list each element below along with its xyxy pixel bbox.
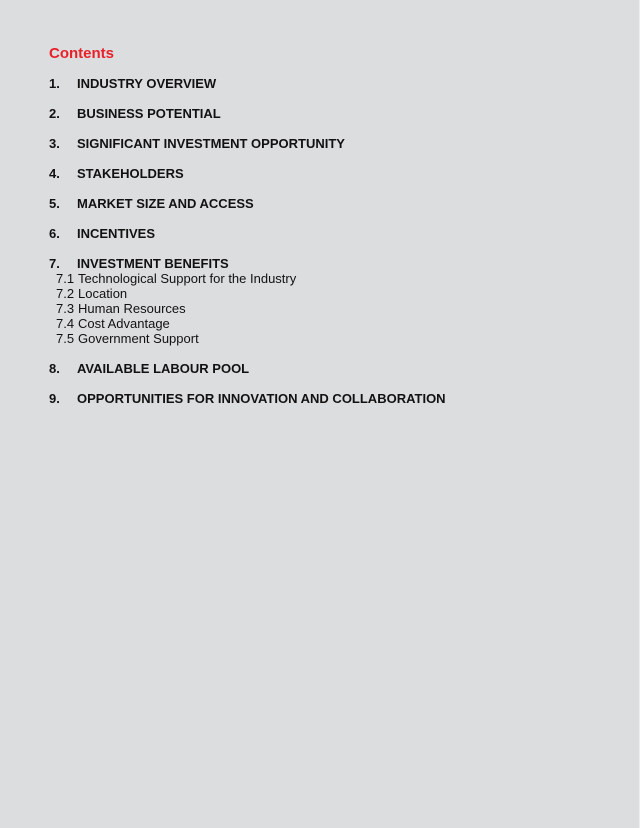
toc-subentry-7-1 (49, 271, 609, 286)
toc-subentry-7-2 (49, 286, 609, 301)
toc-entry-3 (49, 136, 609, 151)
toc-entry-number: 6. (49, 226, 60, 241)
toc-entry-number: 3. (49, 136, 60, 151)
toc-entry-title: STAKEHOLDERS (77, 166, 184, 181)
toc-entry-title: AVAILABLE LABOUR POOL (77, 361, 250, 376)
toc-entry-number: 2. (49, 106, 60, 121)
toc-entry-title: SIGNIFICANT INVESTMENT OPPORTUNITY (77, 136, 345, 151)
toc-subsection-list (49, 271, 609, 346)
toc-subentry-title: Human Resources (78, 301, 186, 316)
toc-subentry-7-5 (49, 331, 609, 346)
toc-entry-5 (49, 196, 609, 211)
toc-entry-1 (49, 76, 609, 91)
toc-entry-number: 1. (49, 76, 60, 91)
toc-subentry-title: Technological Support for the Industry (78, 271, 297, 286)
toc-entry-4 (49, 166, 609, 181)
toc-entry-8 (49, 361, 609, 376)
toc-subentry-number: 7.3 (56, 301, 75, 316)
toc-entry-title: MARKET SIZE AND ACCESS (77, 196, 254, 211)
contents-heading: Contents (49, 45, 114, 62)
toc-subentry-number: 7.5 (56, 331, 75, 346)
toc-entry-7 (49, 256, 609, 271)
toc-subentry-number: 7.4 (56, 316, 75, 331)
toc-entry-number: 7. (49, 256, 60, 271)
toc-subentry-title: Cost Advantage (78, 316, 170, 331)
toc-entry-title: INCENTIVES (77, 226, 156, 241)
toc-entry-number: 8. (49, 361, 60, 376)
toc-entry-title: INDUSTRY OVERVIEW (77, 76, 217, 91)
toc-entry-title: BUSINESS POTENTIAL (77, 106, 221, 121)
toc-entry-title: OPPORTUNITIES FOR INNOVATION AND COLLABORATION (77, 391, 446, 406)
toc-subentry-7-4 (49, 316, 609, 331)
toc-entry-number: 9. (49, 391, 60, 406)
toc-entry-number: 5. (49, 196, 60, 211)
toc-subentry-number: 7.2 (56, 286, 75, 301)
table-of-contents (49, 45, 609, 421)
toc-subentry-number: 7.1 (56, 271, 75, 286)
toc-subentry-7-3 (49, 301, 609, 316)
toc-subentry-title: Location (78, 286, 128, 301)
toc-entry-number: 4. (49, 166, 60, 181)
toc-entry-2 (49, 106, 609, 121)
toc-subentry-title: Government Support (78, 331, 199, 346)
toc-entry-9 (49, 391, 609, 406)
toc-entry-6 (49, 226, 609, 241)
toc-entry-title: INVESTMENT BENEFITS (77, 256, 229, 271)
